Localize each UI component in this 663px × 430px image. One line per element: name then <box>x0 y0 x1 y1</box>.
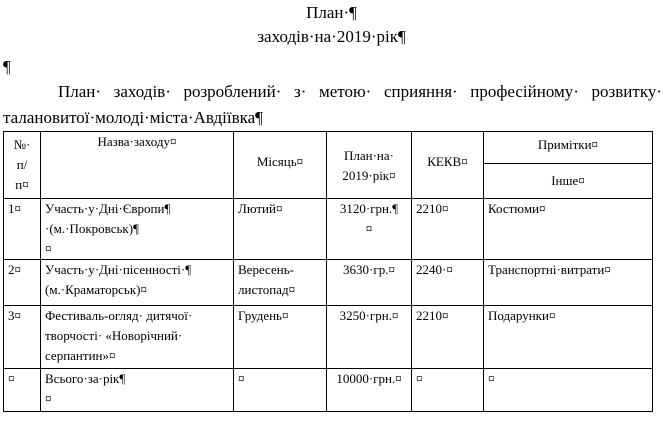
header-notes: Примітки¤ <box>537 137 599 152</box>
row-other: Костюми¤ <box>488 201 546 216</box>
header-notes-cell <box>484 132 653 164</box>
row-plan-line: ¤ <box>365 221 373 236</box>
row-month-cell <box>234 369 327 412</box>
header-plan-line: План·на· <box>344 148 394 163</box>
row-plan-cell <box>327 260 412 306</box>
row-name-line: ¤ <box>45 241 52 256</box>
row-name-line: серпантин»¤ <box>45 348 116 363</box>
row-plan-line: 3250·грн.¤ <box>339 308 399 323</box>
header-num-line: п/ <box>16 157 28 172</box>
table-row <box>4 199 653 260</box>
row-num-cell <box>4 260 41 306</box>
intro-line-1: План· заходів· розроблений· з· метою· сприяння· професійному· розвитку· <box>58 82 662 101</box>
row-plan-cell <box>327 306 412 369</box>
table-total-row <box>4 369 653 412</box>
header-month-cell <box>234 132 327 199</box>
row-other-cell <box>484 260 653 306</box>
row-num: ¤ <box>8 371 15 386</box>
row-plan-cell <box>327 369 412 412</box>
header-kekv-cell <box>412 132 484 199</box>
row-plan-line: 3120·грн.¶ <box>339 201 399 216</box>
row-month-cell <box>234 306 327 369</box>
row-month-cell <box>234 260 327 306</box>
intro-line-2: талановитої·молоді·міста·Авдіївка¶ <box>3 108 263 127</box>
row-name-line: творчості· «Новорічний· <box>45 328 183 343</box>
row-name-line: Участь·у·Дні·пісенності·¶ <box>45 262 192 277</box>
row-kekv-cell <box>412 306 484 369</box>
document-title: План·¶ <box>306 3 357 22</box>
row-other: Подарунки¤ <box>488 308 556 323</box>
row-name-cell <box>41 199 234 260</box>
row-name-line: ¤ <box>45 391 52 406</box>
row-month-line: Вересень- <box>238 262 294 277</box>
row-other: ¤ <box>488 371 495 386</box>
events-plan-table <box>3 131 653 412</box>
row-num-cell <box>4 369 41 412</box>
header-plan-line: 2019·рік¤ <box>342 168 396 183</box>
row-name-line: Фестиваль-огляд· дитячої· <box>45 308 193 323</box>
header-num-line: п¤ <box>15 177 29 192</box>
row-kekv: ¤ <box>416 371 423 386</box>
row-name-line: ·(м.·Покровськ)¶ <box>45 221 139 236</box>
row-month-line: Грудень¤ <box>238 308 289 323</box>
header-name: Назва·заходу¤ <box>97 134 177 149</box>
row-kekv-cell <box>412 260 484 306</box>
row-month-line: Лютий¤ <box>238 201 283 216</box>
row-plan-cell <box>327 199 412 260</box>
row-kekv-cell <box>412 369 484 412</box>
row-name-line: Участь·у·Дні·Європи¶ <box>45 201 171 216</box>
row-month-cell <box>234 199 327 260</box>
row-name-line: Всього·за·рік¶ <box>45 371 126 386</box>
header-plan-cell <box>327 132 412 199</box>
document-subtitle: заходів·на·2019·рік¶ <box>257 27 406 46</box>
row-kekv: 2210¤ <box>416 308 449 323</box>
row-month-line: ¤ <box>238 371 245 386</box>
table-row <box>4 260 653 306</box>
header-num-line: №· <box>13 137 31 152</box>
header-month: Місяць¤ <box>256 154 304 169</box>
row-other-cell <box>484 306 653 369</box>
row-num-cell <box>4 306 41 369</box>
row-name-cell <box>41 369 234 412</box>
header-other: Інше¤ <box>551 172 585 188</box>
header-num-cell <box>4 132 41 199</box>
row-plan-line: 10000·грн.¤ <box>336 371 402 386</box>
row-num: 1¤ <box>8 201 21 216</box>
row-num: 3¤ <box>8 308 21 323</box>
row-other-cell <box>484 369 653 412</box>
table-header-row <box>4 132 653 164</box>
header-name-cell <box>41 132 234 199</box>
row-name-cell <box>41 260 234 306</box>
row-other-cell <box>484 199 653 260</box>
empty-paragraph-mark: ¶ <box>3 57 11 76</box>
row-kekv-cell <box>412 199 484 260</box>
row-num-cell <box>4 199 41 260</box>
row-kekv: 2210¤ <box>416 201 449 216</box>
row-other: Транспортні·витрати¤ <box>488 262 611 277</box>
row-num: 2¤ <box>8 262 21 277</box>
row-name-line: (м.·Краматорськ)¤ <box>45 282 148 297</box>
row-month-line: листопад¤ <box>238 282 296 297</box>
table-row <box>4 306 653 369</box>
row-name-cell <box>41 306 234 369</box>
header-kekv: КЕКВ¤ <box>427 154 468 169</box>
row-plan-line: 3630·гр.¤ <box>343 262 395 277</box>
row-kekv: 2240·¤ <box>416 262 453 277</box>
header-other-cell <box>484 163 653 198</box>
